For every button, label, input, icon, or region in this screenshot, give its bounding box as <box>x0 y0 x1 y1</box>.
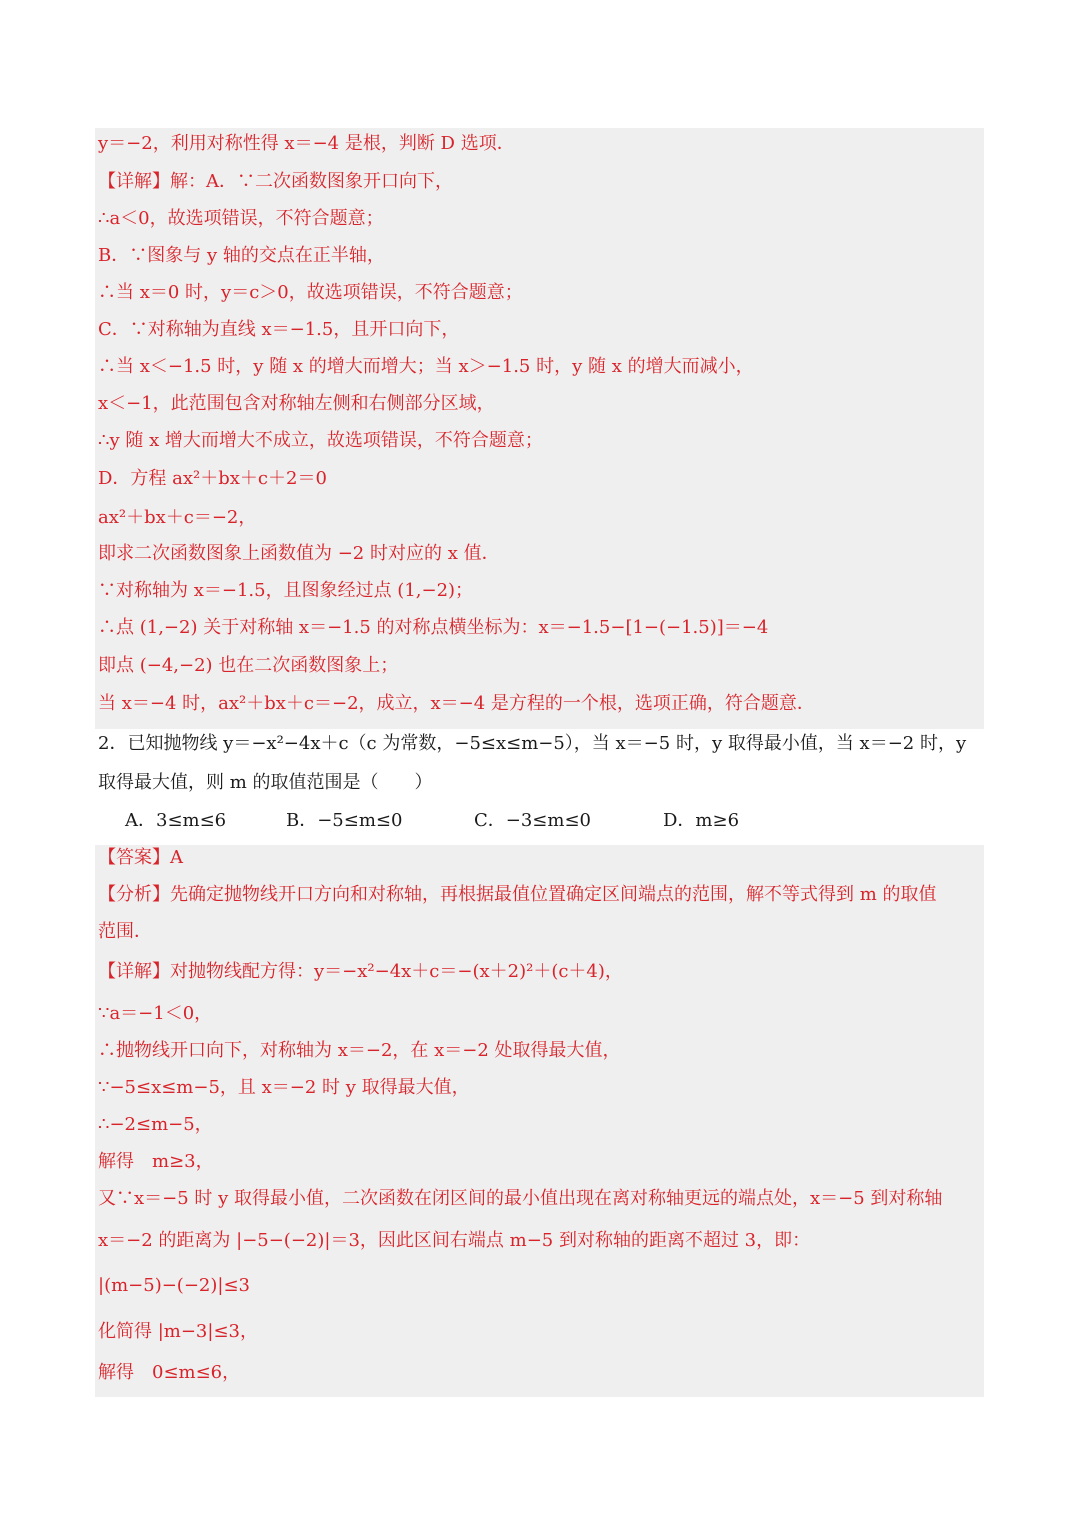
solution-line: ax²＋bx＋c＝−2， <box>98 507 257 528</box>
answer-line: 【答案】A <box>98 847 183 868</box>
solution-line: C．∵对称轴为直线 x＝−1.5，且开口向下， <box>98 319 460 340</box>
solution-line: 即求二次函数图象上函数值为 −2 时对应的 x 值． <box>98 543 500 564</box>
detail-line: ∵−5≤x≤m−5，且 x＝−2 时 y 取得最大值， <box>98 1077 470 1098</box>
detail-line: ∵a＝−1＜0， <box>98 1003 213 1024</box>
solution-line: y＝−2，利用对称性得 x＝−4 是根，判断 D 选项． <box>98 133 515 154</box>
solution-line: ∴当 x＝0 时，y＝c＞0，故选项错误，不符合题意； <box>98 282 523 303</box>
solution-line: D．方程 ax²＋bx＋c＋2＝0 <box>98 468 327 489</box>
option-b: B．−5≤m≤0 <box>286 810 403 831</box>
solution-line: ∴a＜0，故选项错误，不符合题意； <box>98 208 384 229</box>
option-a: A．3≤m≤6 <box>125 810 227 831</box>
detail-line: |(m−5)−(−2)|≤3 <box>98 1275 250 1296</box>
question-text: 2．已知抛物线 y＝−x²−4x＋c（c 为常数，−5≤x≤m−5），当 x＝−5 时，y 取得最小值，当 x＝−2 时，y <box>98 733 967 754</box>
solution-line: 【详解】解：A．∵二次函数图象开口向下， <box>98 171 453 192</box>
solution-line: ∵对称轴为 x＝−1.5，且图象经过点 (1,−2)； <box>98 580 474 601</box>
detail-line: 又∵x＝−5 时 y 取得最小值，二次函数在闭区间的最小值出现在离对称轴更远的端点处，x＝−5 到对称轴 <box>98 1188 943 1209</box>
question-text: 取得最大值，则 m 的取值范围是（ ） <box>98 772 433 793</box>
detail-line: 解得 m≥3， <box>98 1151 214 1172</box>
solution-line: B．∵图象与 y 轴的交点在正半轴， <box>98 245 385 266</box>
solution-line: 即点 (−4,−2) 也在二次函数图象上； <box>98 655 399 676</box>
solution-block-2 <box>95 845 984 1397</box>
solution-line: ∴y 随 x 增大而增大不成立，故选项错误，不符合题意； <box>98 430 543 451</box>
detail-line: ∴−2≤m−5， <box>98 1114 213 1135</box>
detail-line: x＝−2 的距离为 |−5−(−2)|＝3，因此区间右端点 m−5 到对称轴的距离不超过 3，即： <box>98 1230 811 1251</box>
option-c: C．−3≤m≤0 <box>474 810 591 831</box>
solution-line: 当 x＝−4 时，ax²＋bx＋c＝−2，成立，x＝−4 是方程的一个根，选项正确，符合题意． <box>98 693 815 714</box>
detail-line: ∴抛物线开口向下，对称轴为 x＝−2，在 x＝−2 处取得最大值， <box>98 1040 621 1061</box>
solution-line: ∴当 x＜−1.5 时，y 随 x 的增大而增大；当 x＞−1.5 时，y 随 x 的增大而减小， <box>98 356 754 377</box>
option-d: D．m≥6 <box>663 810 740 831</box>
analysis-line: 范围． <box>98 921 152 942</box>
detail-line: 化简得 |m−3|≤3， <box>98 1321 258 1342</box>
solution-line: x＜−1，此范围包含对称轴左侧和右侧部分区域， <box>98 393 495 414</box>
analysis-line: 【分析】先确定抛物线开口方向和对称轴，再根据最值位置确定区间端点的范围，解不等式得到 m 的取值 <box>98 884 937 905</box>
solution-line: ∴点 (1,−2) 关于对称轴 x＝−1.5 的对称点横坐标为：x＝−1.5−[1−(−1.5)]＝−4 <box>98 617 769 638</box>
detail-line: 解得 0≤m≤6， <box>98 1362 241 1383</box>
detail-line: 【详解】对抛物线配方得：y＝−x²−4x＋c＝−(x＋2)²＋(c＋4)， <box>98 961 623 982</box>
